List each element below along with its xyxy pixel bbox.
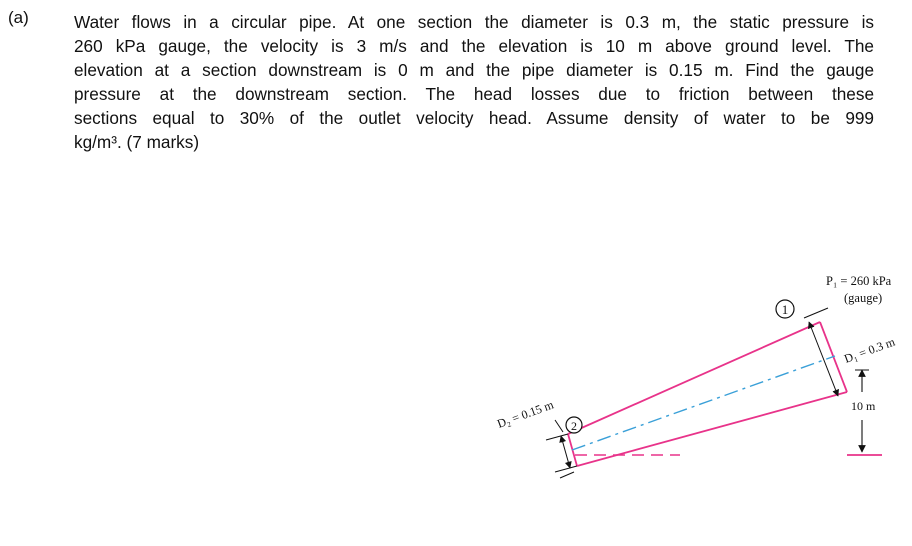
elevation-label: 10 m <box>851 399 876 413</box>
question-line: sections equal to 30% of the outlet velocity head. Assume density of water to be 999 <box>74 108 874 128</box>
d2-leader <box>555 420 563 432</box>
question-line: elevation at a section downstream is 0 m and the pipe diameter is 0.15 m. Find the gauge <box>74 60 874 80</box>
question-line: pressure at the downstream section. The head losses due to friction between these <box>74 84 874 104</box>
p1-label: P₁ = 260 kPa <box>826 274 892 288</box>
section-1-number: 1 <box>781 302 789 317</box>
section-1-marker <box>776 300 794 318</box>
question-part-label: (a) <box>8 8 29 27</box>
pipe-top-wall <box>568 322 820 434</box>
question-line: kg/m³. (7 marks) <box>74 132 200 152</box>
pipe-outline <box>568 322 847 466</box>
pipe-centerline <box>572 356 835 450</box>
d2-label: D₂ = 0.15 m <box>495 397 556 431</box>
section-2-number: 2 <box>571 419 577 433</box>
d2-extension-bottom <box>555 466 577 472</box>
d2-arrow-lower <box>560 472 574 478</box>
section-2-marker <box>566 417 582 433</box>
d2-dimension-arrow <box>561 436 570 468</box>
d2-extension-top <box>546 434 568 440</box>
question-line: 260 kPa gauge, the velocity is 3 m/s and the elevation is 10 m above ground level. The <box>74 36 874 56</box>
p1-gauge-label: (gauge) <box>844 291 883 305</box>
question-line: Water flows in a circular pipe. At one section the diameter is 0.3 m, the static pressure is <box>74 12 874 32</box>
d1-label: D₁ = 0.3 m <box>842 334 897 366</box>
d1-extension-top <box>804 308 828 318</box>
